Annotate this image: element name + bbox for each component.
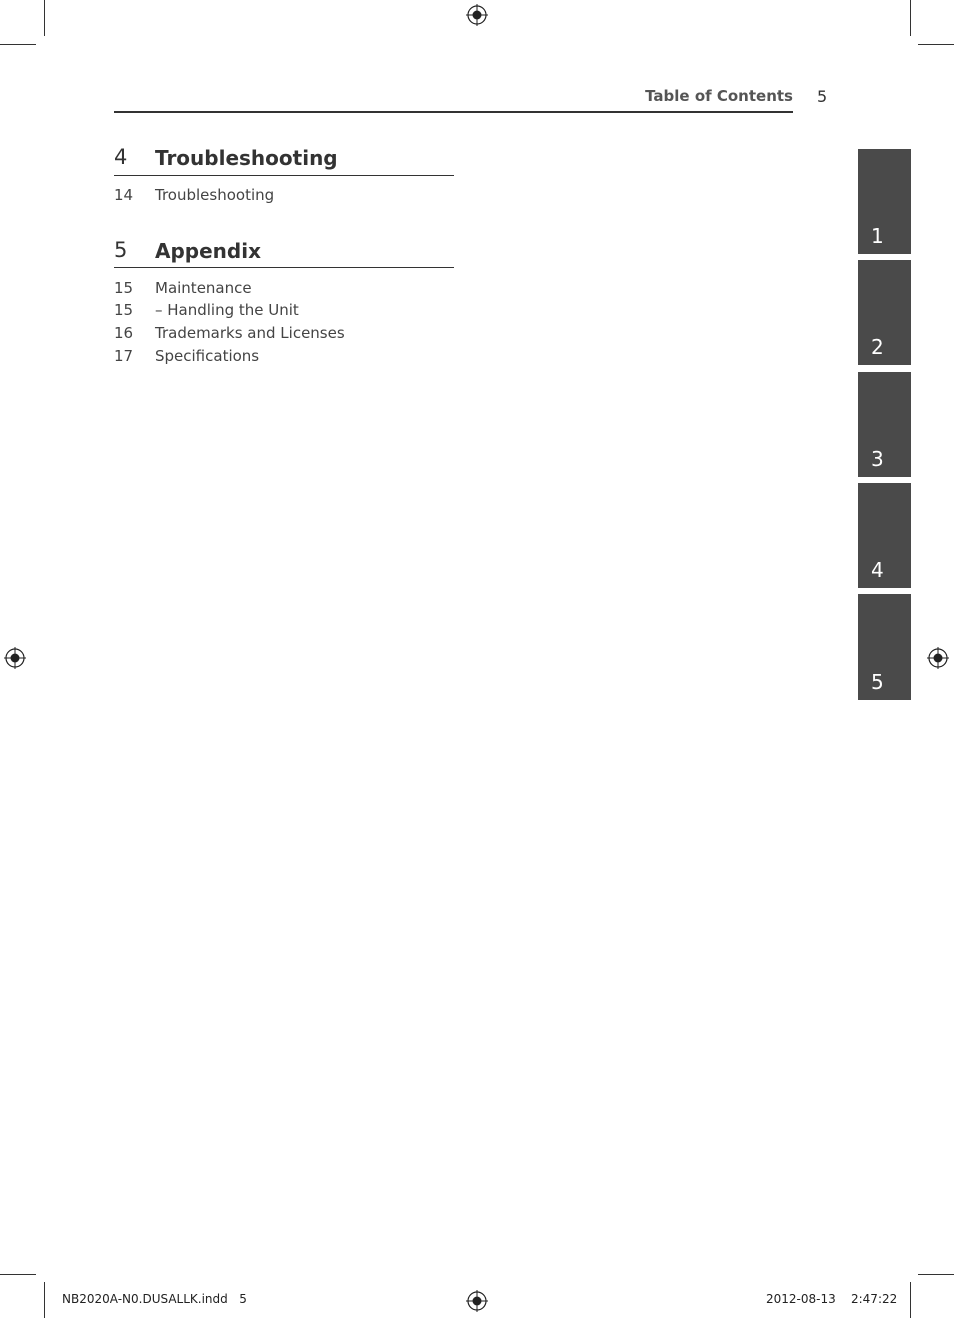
section-title: Troubleshooting [155,146,338,170]
toc-entry[interactable] [114,347,454,367]
crop-mark [918,1274,954,1275]
section-number: 4 [114,145,128,169]
crop-mark [0,1274,36,1275]
registration-mark-icon [927,647,949,669]
crop-mark [910,1282,911,1318]
chapter-tab-5[interactable] [858,594,911,700]
footer-timestamp: 2012-08-13 ￼￼ 2:47:22 [766,1292,898,1306]
section-number: 5 [114,238,128,262]
crop-mark [918,44,954,45]
chapter-tab-3[interactable] [858,372,911,477]
toc-entry-page: 15 [114,279,134,297]
toc-entry[interactable] [114,324,454,344]
crop-mark [910,0,911,36]
toc-entry-label: Troubleshooting [155,186,275,204]
chapter-tab-label: 4 [871,558,884,582]
registration-mark-icon [4,647,26,669]
toc-entry[interactable] [114,301,454,321]
toc-entry-page: 17 [114,347,134,365]
page-number: 5 [817,87,828,106]
toc-entry-label: – Handling the Unit [155,301,299,319]
crop-mark [0,44,36,45]
toc-entry-page: 16 [114,324,134,342]
toc-entry-label: Specifications [155,347,260,365]
chapter-tab-label: 1 [871,224,884,248]
crop-mark [44,0,45,36]
chapter-tab-2[interactable] [858,260,911,365]
chapter-tab-1[interactable] [858,149,911,254]
registration-mark-icon [466,4,488,26]
toc-entry[interactable] [114,186,454,206]
section-rule [114,175,454,176]
crop-mark [44,1282,45,1318]
chapter-tab-label: 3 [871,447,884,471]
toc-entry-page: 14 [114,186,134,204]
toc-entry-page: 15 [114,301,134,319]
header-rule [114,111,793,113]
chapter-tab-label: 2 [871,335,884,359]
toc-entry[interactable] [114,279,454,299]
chapter-tab-label: 5 [871,670,884,694]
section-rule [114,267,454,268]
chapter-tab-4[interactable] [858,483,911,588]
toc-entry-label: Maintenance [155,279,252,297]
running-header-title: Table of Contents [645,87,793,105]
registration-mark-icon [466,1290,488,1312]
section-title: Appendix [155,239,261,263]
footer-file-name: NB2020A-N0.DUSALLK.indd 5 [62,1292,247,1306]
toc-entry-label: Trademarks and Licenses [155,324,345,342]
